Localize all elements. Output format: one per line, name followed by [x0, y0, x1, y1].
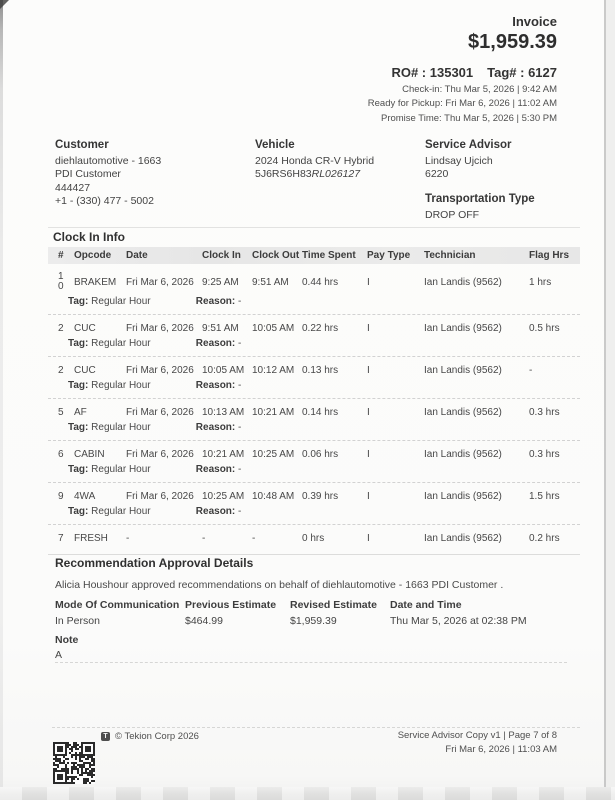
approval-title: Recommendation Approval Details: [55, 556, 254, 570]
footer-divider: [52, 727, 580, 728]
approval-fields: [55, 599, 570, 628]
table-row: [48, 315, 580, 336]
approval-field-date-time: Date and Time Thu Mar 5, 2026 at 02:38 PM: [390, 599, 527, 627]
cell-num: 2: [58, 322, 64, 334]
reason-label: Reason:: [195, 506, 236, 517]
footer-page-info: [398, 729, 557, 757]
note-label: Note: [55, 634, 79, 646]
tag-label: Tag:: [68, 506, 89, 517]
approval-field-previous-estimate: Previous Estimate $464.99: [185, 599, 277, 627]
reason-value: -: [238, 338, 242, 349]
tag-label: Tag:: [68, 296, 89, 307]
invoice-header: [368, 14, 557, 126]
cell-flag-hrs: 0.3 hrs: [529, 449, 560, 460]
tag-value: Regular Hour: [91, 422, 151, 433]
col-opcode: Opcode: [74, 250, 112, 261]
approval-field-mode: Mode Of Communication In Person: [55, 599, 180, 627]
approval-statement: Alicia Houshour approved recommendations on behalf of diehlautomotive - 1663 PDI Customer .: [55, 579, 504, 591]
service-advisor-section: [425, 138, 571, 222]
table-row: [48, 264, 580, 294]
cell-pay-type: I: [367, 533, 370, 544]
ro-tag-line: [368, 65, 557, 81]
cell-clock-in: 10:13 AM: [202, 407, 245, 418]
clock-in-table: [48, 247, 580, 555]
cell-clock-in: 10:21 AM: [202, 449, 245, 460]
scan-edge-right-fill: [606, 0, 615, 800]
cell-date: -: [126, 533, 130, 544]
cell-technician: Ian Landis (9562): [424, 533, 502, 544]
col-technician: Technician: [424, 250, 476, 261]
ready-for-pickup-line: Ready for Pickup: Fri Mar 6, 2026 | 11:02 AM: [367, 98, 557, 110]
cell-clock-out: 10:21 AM: [252, 407, 295, 418]
cell-pay-type: I: [367, 323, 370, 334]
scan-bottom-edge: [0, 787, 615, 800]
cell-time-spent: 0.06 hrs: [302, 449, 339, 460]
cell-clock-in: 10:25 AM: [202, 491, 245, 502]
transportation-title: Transportation Type: [425, 192, 535, 205]
reason-value: -: [238, 506, 242, 517]
cell-opcode: FRESH: [74, 533, 108, 544]
cell-technician: Ian Landis (9562): [424, 449, 502, 460]
cell-date: Fri Mar 6, 2026: [126, 323, 194, 334]
customer-section: [55, 138, 255, 222]
cell-opcode: CUC: [74, 365, 96, 376]
cell-num: 5: [58, 406, 64, 418]
tag-value: Regular Hour: [91, 380, 151, 391]
note-divider: [55, 662, 567, 663]
customer-phone: +1 - (330) 477 - 5002: [55, 195, 154, 208]
cell-opcode: CABIN: [74, 449, 105, 460]
cell-opcode: AF: [74, 407, 87, 418]
cell-num: 7: [58, 532, 64, 544]
scan-corner-mark: [0, 0, 9, 9]
cell-technician: Ian Landis (9562): [424, 323, 502, 334]
cell-time-spent: 0 hrs: [302, 533, 325, 544]
cell-flag-hrs: -: [529, 365, 533, 376]
transportation-value: DROP OFF: [425, 208, 480, 221]
service-advisor-title: Service Advisor: [425, 139, 512, 151]
copyright-text: © Tekion Corp 2026: [115, 731, 199, 742]
cell-technician: Ian Landis (9562): [424, 491, 502, 502]
reason-label: Reason:: [195, 380, 236, 391]
scan-edge-right-line: [604, 0, 606, 800]
tag-value: Regular Hour: [91, 296, 151, 307]
cell-num: 6: [58, 448, 64, 460]
cell-clock-in: 10:05 AM: [202, 365, 245, 376]
service-advisor-name: Lindsay Ujcich: [425, 155, 493, 167]
cell-time-spent: 0.39 hrs: [302, 491, 339, 502]
tag-row: [48, 294, 580, 314]
vehicle-model: 2024 Honda CR-V Hybrid: [255, 155, 375, 167]
table-row: [48, 357, 580, 378]
cell-clock-out: 10:12 AM: [252, 365, 295, 376]
col-clock-out: Clock Out: [252, 250, 300, 261]
col-pay-type: Pay Type: [367, 250, 411, 261]
cell-pay-type: I: [367, 276, 370, 288]
tag-row: [48, 462, 580, 482]
table-row: [48, 525, 580, 546]
col-num: #: [58, 250, 64, 261]
cell-flag-hrs: 1.5 hrs: [529, 491, 560, 502]
reason-label: Reason:: [195, 422, 236, 433]
checkin-line: Check-in: Thu Mar 5, 2026 | 9:42 AM: [402, 84, 557, 95]
cell-clock-out: 10:25 AM: [252, 449, 295, 460]
cell-num: 2: [58, 364, 64, 376]
col-clock-in: Clock In: [202, 250, 241, 261]
promise-time-line: Promise Time: Thu Mar 5, 2026 | 5:30 PM: [380, 112, 557, 124]
tag-row: [48, 504, 580, 524]
cell-opcode: 4WA: [74, 491, 96, 502]
invoice-title: Invoice: [512, 14, 557, 29]
cell-clock-out: 9:51 AM: [252, 276, 289, 288]
customer-name: diehlautomotive - 1663: [55, 155, 162, 167]
cell-time-spent: 0.44 hrs: [302, 276, 339, 288]
table-row: [48, 399, 580, 420]
cell-clock-out: 10:48 AM: [252, 491, 295, 502]
cell-time-spent: 0.22 hrs: [302, 323, 339, 334]
cell-date: Fri Mar 6, 2026: [126, 276, 194, 288]
cell-date: Fri Mar 6, 2026: [126, 365, 194, 376]
vehicle-section: [255, 138, 425, 222]
cell-clock-out: 10:05 AM: [252, 323, 295, 334]
reason-value: -: [238, 380, 242, 391]
customer-title: Customer: [55, 139, 109, 151]
reason-label: Reason:: [195, 464, 236, 475]
cell-num: 9: [58, 490, 64, 502]
reason-label: Reason:: [195, 338, 236, 349]
reason-value: -: [238, 464, 242, 475]
scan-edge-left: [0, 0, 3, 800]
tag-value: Regular Hour: [91, 338, 151, 349]
tag-number: Tag# : 6127: [487, 65, 557, 80]
tag-label: Tag:: [68, 380, 89, 391]
col-flag-hrs: Flag Hrs: [529, 250, 570, 261]
vin-suffix: RL026127: [311, 168, 361, 181]
tag-value: Regular Hour: [91, 506, 151, 517]
tekion-logo-icon: T: [101, 732, 110, 741]
cell-pay-type: I: [367, 491, 370, 502]
print-datetime: Fri Mar 6, 2026 | 11:03 AM: [445, 744, 557, 755]
table-header: [48, 247, 580, 264]
tag-label: Tag:: [68, 338, 89, 349]
cell-technician: Ian Landis (9562): [424, 407, 502, 418]
cell-clock-in: 9:51 AM: [202, 323, 239, 334]
tag-label: Tag:: [68, 422, 89, 433]
vehicle-vin: [255, 168, 425, 181]
info-section: [55, 138, 571, 222]
customer-id: 444427: [55, 181, 91, 194]
tag-row: [48, 378, 580, 398]
cell-num: 10: [58, 271, 64, 292]
reason-value: -: [238, 296, 242, 307]
cell-pay-type: I: [367, 365, 370, 376]
cell-date: Fri Mar 6, 2026: [126, 491, 194, 502]
cell-pay-type: I: [367, 407, 370, 418]
customer-name2: PDI Customer: [55, 168, 121, 181]
ro-number: RO# : 135301: [391, 65, 474, 80]
transportation-section: [425, 192, 571, 222]
vehicle-title: Vehicle: [255, 139, 295, 151]
tag-label: Tag:: [68, 464, 89, 475]
cell-technician: Ian Landis (9562): [424, 365, 502, 376]
service-advisor-number: 6220: [425, 168, 449, 181]
cell-clock-in: 9:25 AM: [202, 276, 239, 288]
cell-opcode: BRAKEM: [74, 276, 117, 288]
cell-technician: Ian Landis (9562): [424, 276, 502, 288]
cell-flag-hrs: 0.5 hrs: [529, 323, 560, 334]
cell-flag-hrs: 0.3 hrs: [529, 407, 560, 418]
table-row: [48, 441, 580, 462]
footer-copyright: [101, 731, 199, 742]
cell-clock-out: -: [252, 533, 256, 544]
copy-info: Service Advisor Copy v1 | Page 7 of 8: [397, 730, 557, 741]
note-value: A: [55, 649, 63, 661]
tag-row: [48, 336, 580, 356]
reason-label: Reason:: [195, 296, 236, 307]
col-time-spent: Time Spent: [302, 250, 356, 261]
clock-in-rows: [48, 264, 580, 546]
tag-row: [48, 420, 580, 440]
cell-opcode: CUC: [74, 323, 96, 334]
approval-field-revised-estimate: Revised Estimate $1,959.39: [290, 599, 377, 627]
cell-clock-in: -: [202, 533, 206, 544]
cell-date: Fri Mar 6, 2026: [126, 449, 194, 460]
cell-flag-hrs: 1 hrs: [529, 276, 552, 288]
tag-value: Regular Hour: [91, 464, 151, 475]
cell-pay-type: I: [367, 449, 370, 460]
cell-time-spent: 0.13 hrs: [302, 365, 339, 376]
cell-time-spent: 0.14 hrs: [302, 407, 339, 418]
col-date: Date: [126, 250, 148, 261]
reason-value: -: [238, 422, 242, 433]
vin-prefix: 5J6RS6H83: [255, 168, 312, 181]
table-bottom-border: [48, 554, 580, 555]
section-divider: [48, 227, 580, 228]
table-row: [48, 483, 580, 504]
clock-in-title: Clock In Info: [53, 230, 125, 244]
invoice-meta: [368, 83, 557, 126]
invoice-amount: $1,959.39: [468, 31, 557, 53]
qr-code: [53, 742, 95, 784]
cell-date: Fri Mar 6, 2026: [126, 407, 194, 418]
cell-flag-hrs: 0.2 hrs: [529, 533, 560, 544]
